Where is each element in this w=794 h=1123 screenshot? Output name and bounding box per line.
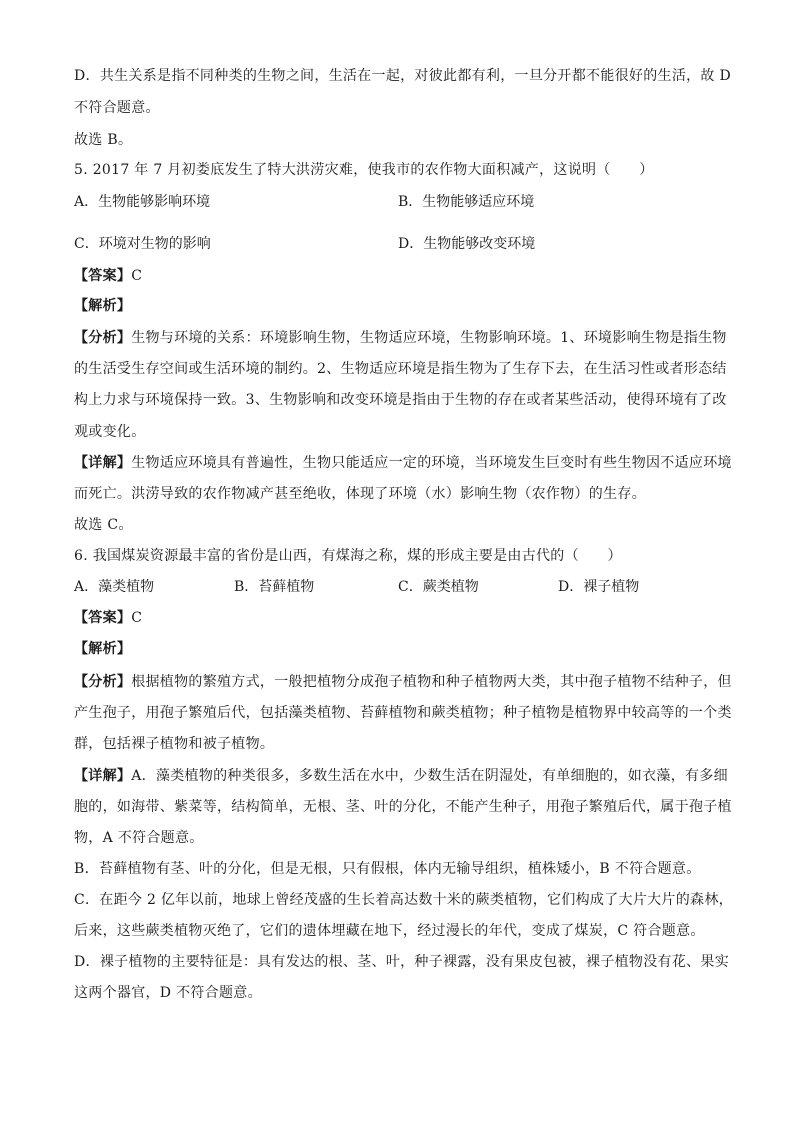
q6-detail-line-1 xyxy=(74,766,728,786)
q5-analysis-line-4: 观或变化。 xyxy=(74,424,146,440)
q6-detail-line-5: C．在距今 2 亿年以前，地球上曾经茂盛的生长着高达数十米的蕨类植物，它们构成了大片大片的森林， xyxy=(74,892,733,908)
q6-detail-line-3: 物，A 不符合题意。 xyxy=(74,830,204,846)
q5-stem: 5. 2017 年 7 月初娄底发生了特大洪涝灾难，使我市的农作物大面积减产，这说明（ ） xyxy=(74,162,654,178)
q6-detail-text-1: A．藻类植物的种类很多，多数生活在水中，少数生活在阴湿处，有单细胞的，如衣藻，有多细 xyxy=(131,768,728,784)
q6-answer-value: C xyxy=(131,610,143,626)
q5-option-c: C．环境对生物的影响 xyxy=(74,236,211,252)
q6-detail-line-6: 后来，这些蕨类植物灭绝了，它们的遗体埋藏在地下，经过漫长的年代，变成了煤炭，C 符合题意。 xyxy=(74,923,705,939)
q5-analysis-text-1: 生物与环境的关系：环境影响生物，生物适应环境，生物影响环境。1、环境影响生物是指生物 xyxy=(131,330,727,346)
q6-option-b: B．苔藓植物 xyxy=(234,579,315,595)
q5-detail-text-1: 生物适应环境具有普遍性，生物只能适应一定的环境，当环境发生巨变时有些生物因不适应环境 xyxy=(131,455,732,471)
q6-analysis-line-1 xyxy=(74,672,732,692)
q6-stem: 6. 我国煤炭资源最丰富的省份是山西，有煤海之称，煤的形成主要是由古代的（ ） xyxy=(74,548,622,564)
q5-option-d: D．生物能够改变环境 xyxy=(398,236,536,252)
q5-analysis-line-1 xyxy=(74,328,727,348)
q6-detail-label: 【详解】 xyxy=(74,768,132,784)
q6-answer xyxy=(74,608,142,628)
q6-option-a: A．藻类植物 xyxy=(74,579,155,595)
q6-detail-line-7: D．裸子植物的主要特征是：具有发达的根、茎、叶，种子裸露，没有果皮包被，裸子植物没有花、果实 xyxy=(74,954,730,970)
prev-option-d-line2: 不符合题意。 xyxy=(74,100,160,116)
q6-option-c: C．蕨类植物 xyxy=(398,579,479,595)
q6-detail-line-4: B．苔藓植物有茎、叶的分化，但是无根，只有假根，体内无输导组织，植株矮小，B 不符合题意。 xyxy=(74,861,701,877)
q6-option-d: D．裸子植物 xyxy=(558,579,640,595)
q5-option-a: A．生物能够影响环境 xyxy=(74,194,211,210)
q5-analysis-line-2: 的生活受生存空间或生活环境的制约。2、生物适应环境是指生物为了生存下去，在生活习性或者形态结 xyxy=(74,361,727,377)
q5-option-b: B．生物能够适应环境 xyxy=(398,194,535,210)
q6-analysis-line-2: 产生孢子，用孢子繁殖后代，包括藻类植物、苔藓植物和蕨类植物；种子植物是植物界中较高等的一个类 xyxy=(74,705,732,721)
q5-conclusion: 故选 C。 xyxy=(74,517,133,533)
q5-analysis-line-3: 构上力求与环境保持一致。3、生物影响和改变环境是指由于生物的存在或者某些活动，使得环境有了改 xyxy=(74,392,727,408)
q5-detail-label: 【详解】 xyxy=(74,455,132,471)
q5-detail-line-1 xyxy=(74,453,732,473)
q6-detail-line-2: 胞的，如海带、紫菜等，结构简单，无根、茎、叶的分化，不能产生种子，用孢子繁殖后代，属于孢子植 xyxy=(74,799,732,815)
q6-analysis-label: 【分析】 xyxy=(74,674,132,690)
q5-answer xyxy=(74,266,142,286)
q5-analysis-heading: 【解析】 xyxy=(74,298,132,314)
q6-answer-label: 【答案】 xyxy=(74,610,132,626)
q5-answer-label: 【答案】 xyxy=(74,268,132,284)
q5-detail-line-2: 而死亡。洪涝导致的农作物减产甚至绝收，体现了环境（水）影响生物（农作物）的生存。 xyxy=(74,486,646,502)
q6-analysis-text-1: 根据植物的繁殖方式，一般把植物分成孢子植物和种子植物两大类，其中孢子植物不结种子，但 xyxy=(131,674,732,690)
q6-detail-line-8: 这两个器官，D 不符合题意。 xyxy=(74,985,262,1001)
q6-analysis-line-3: 群，包括裸子植物和被子植物。 xyxy=(74,736,275,752)
prev-conclusion: 故选 B。 xyxy=(74,132,133,148)
q6-analysis-heading: 【解析】 xyxy=(74,641,132,657)
q5-answer-value: C xyxy=(131,268,143,284)
prev-option-d-line1: D．共生关系是指不同种类的生物之间，生活在一起，对彼此都有利，一旦分开都不能很好的生活，故 D xyxy=(74,68,731,84)
q5-analysis-label: 【分析】 xyxy=(74,330,132,346)
